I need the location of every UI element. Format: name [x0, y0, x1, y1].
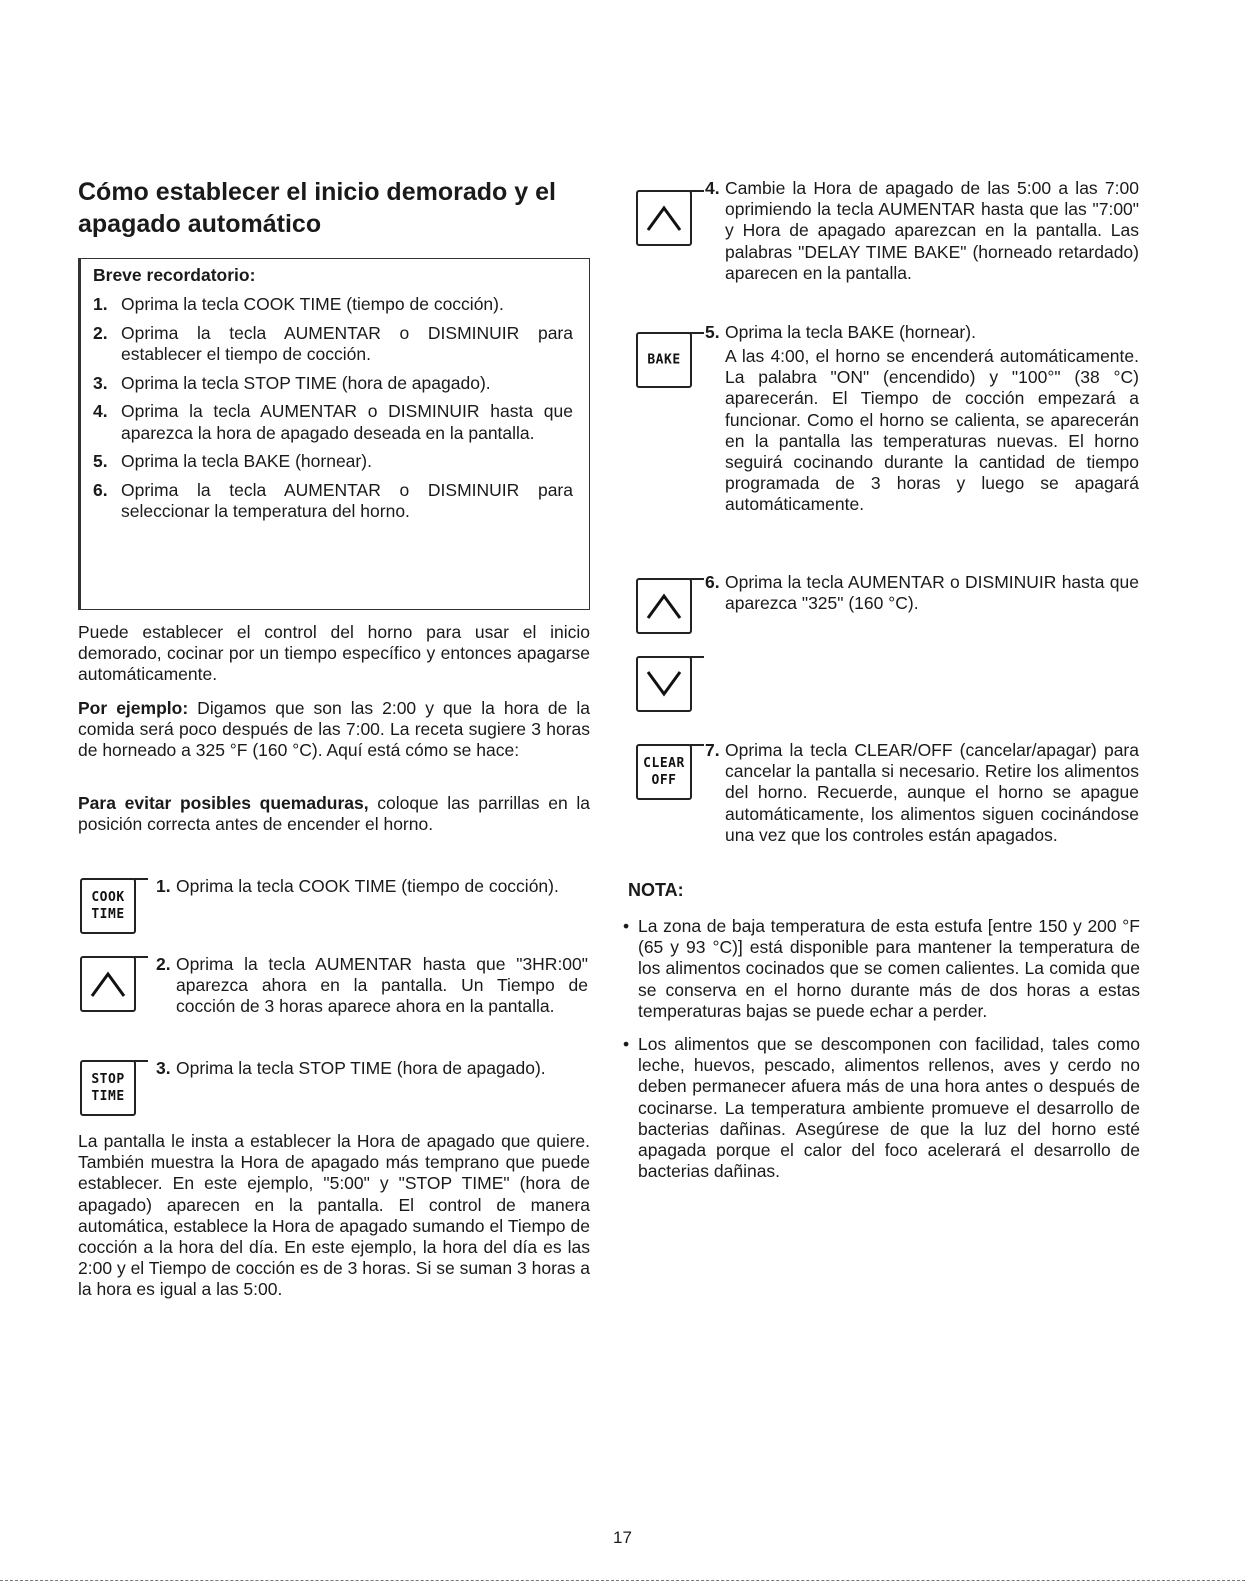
bullet-text: La zona de baja temperatura de esta estufa [entre 150 y 200 °F (65 y 93 °C)] está disponible para mantener la temperatura de los alimentos cocinados que se comen calientes. La comida que se conserva en el horno durante más de dos horas a estas temperaturas bajas se puede echar a perder.: [638, 916, 1140, 1021]
up-arrow-key-icon: [636, 578, 692, 634]
item-text: Oprima la tecla COOK TIME (tiempo de cocción).: [121, 294, 504, 314]
step-number: 3.: [156, 1058, 171, 1078]
note-heading: NOTA:: [628, 880, 684, 900]
step-text: Cambie la Hora de apagado de las 5:00 a las 7:00 oprimiendo la tecla AUMENTAR hasta que las "7:00" y Hora de apagado aparezcan en la pantalla. Las palabras "DELAY TIME BAKE" (horneado retardado) aparecen en la pantalla.: [725, 178, 1139, 283]
item-text: Oprima la tecla AUMENTAR o DISMINUIR hasta que aparezca la hora de apagado deseada en la pantalla.: [121, 401, 573, 443]
item-number: 4.: [93, 401, 108, 421]
step-5-detail: [705, 346, 1139, 516]
up-arrow-icon: [90, 968, 126, 1000]
step-number: 5.: [705, 322, 720, 342]
clear-off-key-icon: [636, 744, 692, 800]
item-text: Oprima la tecla STOP TIME (hora de apagado).: [121, 372, 491, 393]
item-number: 5.: [93, 451, 108, 471]
list-item: [93, 401, 573, 444]
bake-key-icon: [636, 332, 692, 388]
list-item: [93, 294, 573, 316]
key-label: TIME: [91, 1089, 125, 1104]
key-label: TIME: [91, 907, 125, 922]
step-text: A las 4:00, el horno se encenderá automáticamente. La palabra "ON" (encendido) y "100°" (38 °C) aparecerán. El Tiempo de cocción empezará a funcionar. Como el horno se calienta, se aparecerán en la pantalla las temperaturas nuevas. El horno seguirá cocinando durante la cantidad de tiempo programada de 3 horas y luego se apagará automáticamente.: [725, 346, 1139, 515]
step-3: [156, 1058, 588, 1079]
warning-text: coloque las parrillas en la posición correcta antes de encender el horno.: [78, 793, 590, 835]
item-text: Oprima la tecla AUMENTAR o DISMINUIR para establecer el tiempo de cocción.: [121, 322, 573, 364]
page-number: 17: [613, 1528, 632, 1547]
key-label: BAKE: [647, 352, 681, 368]
step-text: Oprima la tecla COOK TIME (tiempo de cocción).: [176, 876, 559, 896]
cook-time-key-icon: [80, 878, 136, 934]
item-number: 2.: [93, 322, 108, 343]
warning-lead: Para evitar posibles quemaduras,: [78, 793, 369, 813]
step-5: [705, 322, 1139, 343]
note-bullet: [623, 916, 1140, 1022]
example-lead: Por ejemplo:: [78, 698, 189, 718]
intro-paragraph: Puede establecer el control del horno para usar el inicio demorado, cocinar por un tiempo específico y entonces apagarse automáticamente.: [78, 622, 590, 685]
down-arrow-key-icon: [636, 656, 692, 712]
up-arrow-key-icon: [636, 190, 692, 246]
key-label: COOK: [91, 890, 125, 905]
step-4: [705, 178, 1139, 284]
step-text: Oprima la tecla CLEAR/OFF (cancelar/apagar) para cancelar la pantalla si necesario. Retire los alimentos del horno. Recuerde, aunque el horno se apague automáticamente, los alimentos siguen cocinándose una vez que los controles están apagados.: [725, 740, 1139, 845]
list-item: [93, 373, 573, 395]
list-item: [93, 451, 573, 473]
item-number: 3.: [93, 372, 108, 393]
step-number: 2.: [156, 954, 171, 974]
key-label: STOP: [91, 1072, 125, 1087]
up-arrow-icon: [646, 590, 682, 622]
step-text: Oprima la tecla STOP TIME (hora de apagado).: [176, 1058, 546, 1078]
item-text: Oprima la tecla BAKE (hornear).: [121, 451, 372, 471]
up-arrow-icon: [646, 202, 682, 234]
item-number: 6.: [93, 479, 108, 500]
stop-time-key-icon: [80, 1060, 136, 1116]
bullet-icon: •: [623, 916, 630, 936]
step-text: Oprima la tecla AUMENTAR hasta que "3HR:00" aparezca ahora en la pantalla. Un Tiempo de cocción de 3 horas aparece ahora en la pantalla.: [176, 954, 588, 1017]
reminder-list: [93, 294, 573, 523]
step-text: Oprima la tecla BAKE (hornear).: [725, 322, 976, 342]
note-bullet: [623, 1034, 1140, 1182]
quick-reminder-box: [78, 258, 590, 610]
warning-paragraph: [78, 793, 590, 835]
step-number: 7.: [705, 740, 720, 760]
step-2: [156, 954, 588, 1018]
key-label: CLEAR: [643, 756, 685, 771]
bullet-icon: •: [623, 1034, 630, 1054]
key-label: OFF: [651, 773, 677, 788]
item-text: Oprima la tecla AUMENTAR o DISMINUIR para seleccionar la temperatura del horno.: [121, 479, 573, 521]
reminder-heading: Breve recordatorio:: [93, 265, 256, 285]
step-1: [156, 876, 588, 897]
example-text: Digamos que son las 2:00 y que la hora de la comida será poco después de las 7:00. La receta sugiere 3 horas de horneado a 325 °F (160 °C). Aquí está cómo se hace:: [78, 698, 590, 761]
display-note-paragraph: La pantalla le insta a establecer la Hora de apagado que quiere. También muestra la Hora de apagado más temprano que puede establecer. En este ejemplo, "5:00" y "STOP TIME" (hora de apagado) aparecen en la pantalla. El control de manera automática, establece la Hora de apagado sumando el Tiempo de cocción a la hora del día. En este ejemplo, la hora del día es las 2:00 y el Tiempo de cocción es de 3 horas. Si se suman 3 horas a la hora es igual a las 5:00.: [78, 1131, 590, 1300]
example-paragraph: [78, 698, 590, 762]
bullet-text: Los alimentos que se descomponen con facilidad, tales como leche, huevos, pescado, alimentos rellenos, aves y cerdo no deben permanecer afuera más de una hora antes o después de cocinarse. La temperatura ambiente promueve el desarrollo de bacterias dañinas. Asegúrese de que la luz del horno esté apagada porque el calor del foco acelerará el desarrollo de bacterias dañinas.: [638, 1034, 1140, 1182]
step-number: 1.: [156, 876, 171, 896]
page-title: Cómo establecer el inicio demorado y el apagado automático: [78, 178, 556, 238]
step-6: [705, 572, 1139, 614]
step-number: 6.: [705, 572, 720, 592]
step-text: Oprima la tecla AUMENTAR o DISMINUIR hasta que aparezca "325" (160 °C).: [725, 572, 1139, 614]
item-number: 1.: [93, 294, 108, 314]
list-item: [93, 323, 573, 366]
list-item: [93, 480, 573, 523]
up-arrow-key-icon: [80, 956, 136, 1012]
bottom-divider: [0, 1580, 1245, 1581]
step-7: [705, 740, 1139, 846]
down-arrow-icon: [646, 668, 682, 700]
step-number: 4.: [705, 178, 720, 198]
